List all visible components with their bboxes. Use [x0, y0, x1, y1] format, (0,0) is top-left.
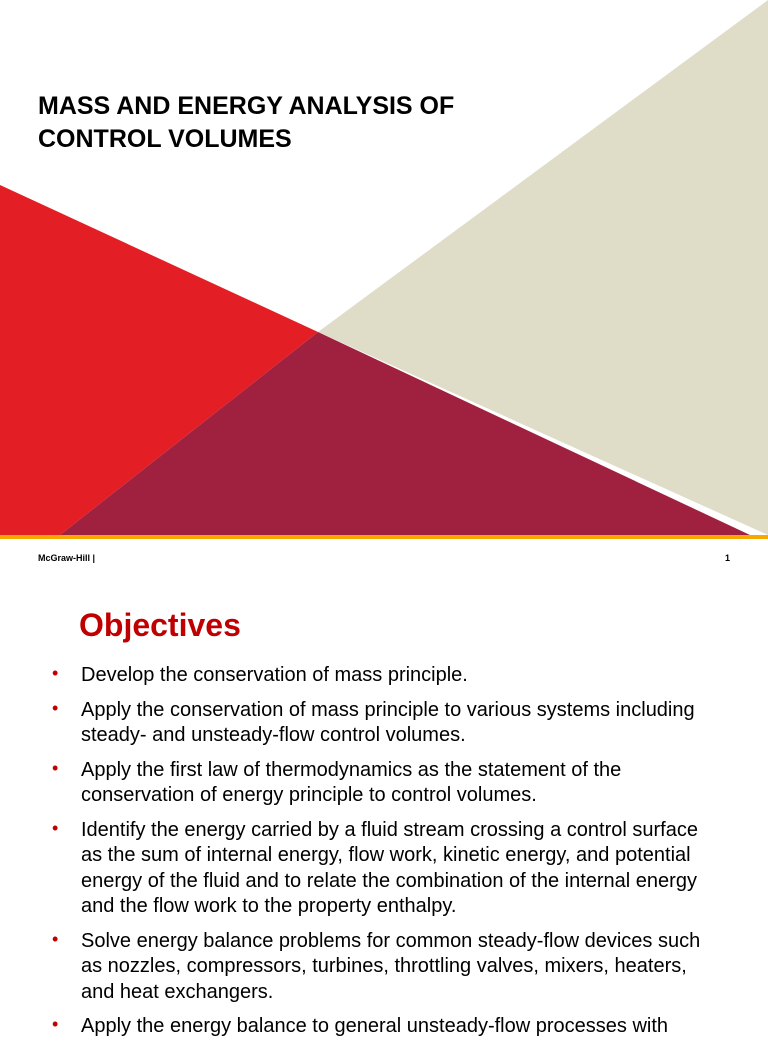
bullet-icon: •: [52, 757, 59, 778]
objective-item: [0, 1014, 768, 1040]
bullet-icon: •: [52, 928, 59, 949]
objectives-list: [0, 663, 768, 1049]
accent-line: [0, 535, 768, 539]
page-number: 1: [724, 553, 730, 563]
objectives-heading: Objectives: [79, 607, 241, 643]
objective-item: [0, 818, 768, 920]
objective-text: Apply the conservation of mass principle to various systems including steady- and unsteady-flow control volumes.: [81, 698, 695, 746]
slide-title-line-2: CONTROL VOLUMES: [38, 125, 292, 153]
bullet-icon: •: [52, 663, 59, 683]
bullet-icon: •: [52, 817, 59, 838]
slide-title: [38, 90, 558, 156]
objectives-slide: [0, 575, 768, 1037]
bullet-icon: •: [52, 1014, 59, 1034]
objective-item: [0, 663, 768, 689]
objective-text: Develop the conservation of mass principle.: [81, 664, 468, 686]
objective-text: Solve energy balance problems for common steady-flow devices such as nozzles, compressors, turbines, throttling valves, mixers, heaters, and heat exchangers.: [81, 929, 701, 1003]
publisher-footer: McGraw-Hill |: [38, 553, 96, 563]
objective-item: [0, 758, 768, 809]
bullet-icon: •: [52, 697, 59, 718]
objective-item: [0, 698, 768, 749]
objective-text: Apply the energy balance to general unsteady-flow processes with: [81, 1015, 669, 1037]
objective-text: Apply the first law of thermodynamics as the statement of the conservation of energy principle to control volumes.: [81, 758, 622, 806]
objective-item: [0, 929, 768, 1006]
objective-text: Identify the energy carried by a fluid stream crossing a control surface as the sum of internal energy, flow work, kinetic energy, and potential energy of the fluid and to relate the combination of the internal energy and the flow work to the property enthalpy.: [81, 818, 698, 917]
slide-title-line-1: MASS AND ENERGY ANALYSIS OF: [38, 92, 455, 120]
